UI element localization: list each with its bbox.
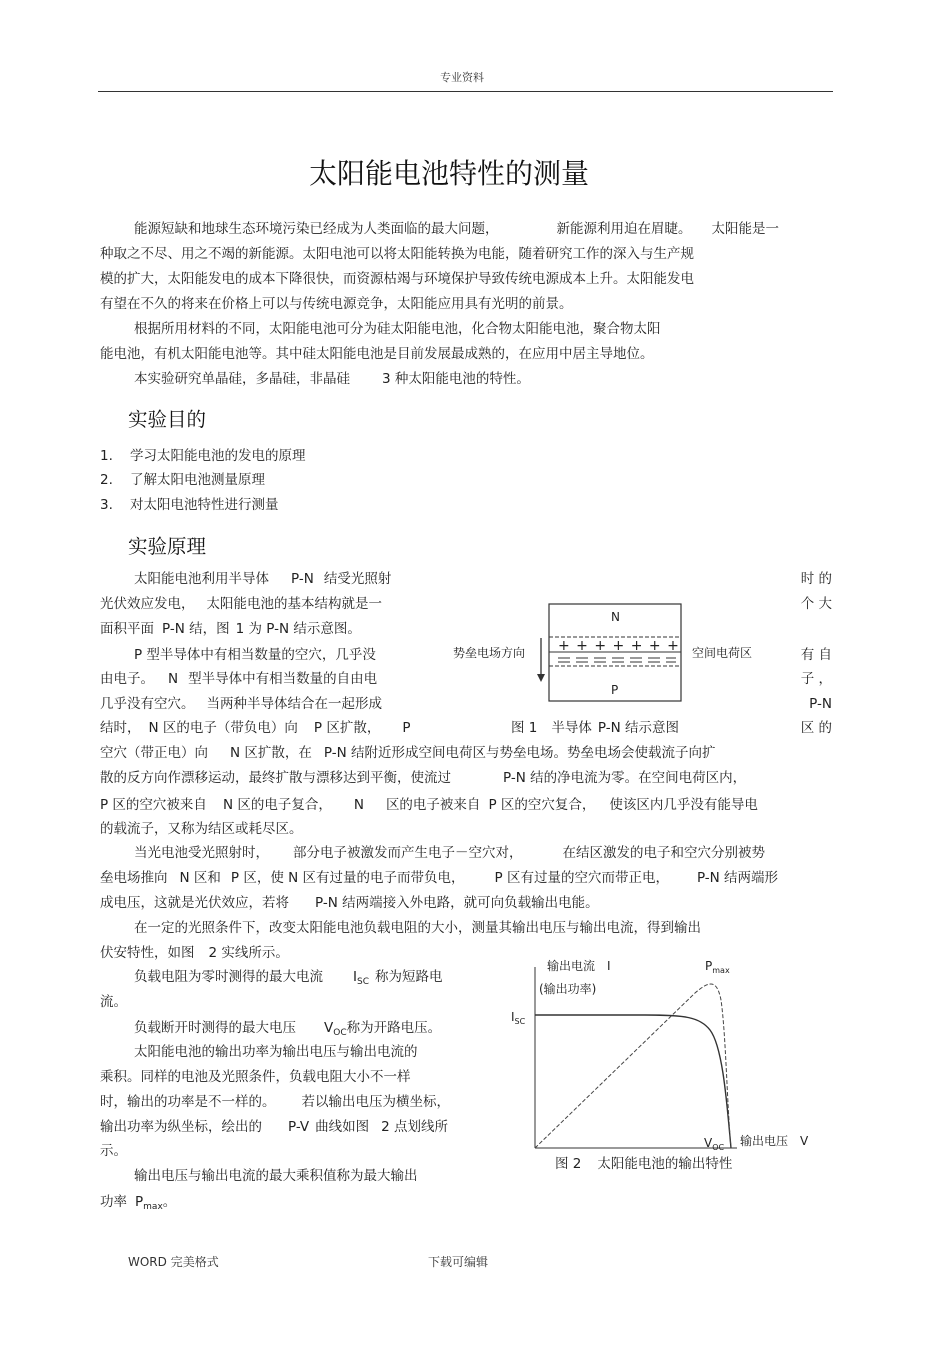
pmax-para-line-1: 输出电压与输出电流的最大乘积值称为最大输出 <box>134 1168 418 1184</box>
principle-line-15: 在一定的光照条件下，改变太阳能电池负载电阻的大小，测量其输出电压与输出电流，得到输出 <box>134 920 701 936</box>
negative-charges <box>558 658 676 662</box>
p-region-label: P <box>611 683 619 697</box>
principle-line-10: P 区的空穴被来自 N 区的电子复合， N 区的电子被来自 P 区的空穴复合， 使该区内几乎没有能导电 <box>100 797 758 813</box>
principle-line-14: 成电压，这就是光伏效应，若将 P-N 结两端接入外电路，就可向负载输出电能。 <box>100 895 599 911</box>
y-axis-label: 输出电流 I <box>547 959 611 973</box>
principle-line-5: 由电子。 N 型半导体中有相当数量的自由电 <box>100 671 378 687</box>
section-heading-principle: 实验原理 <box>128 535 207 558</box>
figure1-caption: 图 1 半导体 P-N 结示意图 <box>511 720 679 736</box>
intro-p2-line-2: 能电池，有机太阳能电池等。其中硅太阳能电池是目前发展最成熟的，在应用中居主导地位。 <box>100 346 654 362</box>
footer-right: 下载可编辑 <box>428 1255 489 1269</box>
pv-curve-dashed <box>535 984 731 1148</box>
footer-left: WORD 完美格式 <box>128 1255 219 1269</box>
power-para-line-5: 示。 <box>100 1143 127 1159</box>
figure-output-characteristic <box>505 955 815 1155</box>
iv-curve-solid <box>535 1015 731 1148</box>
list-item: 1. 学习太阳能电池的发电的原理 <box>100 448 306 464</box>
isc-label: $I_{SC}$ <box>511 1010 526 1026</box>
principle-line-9: 散的反方向作漂移运动，最终扩散与漂移达到平衡，使流过 P-N 结的净电流为零。在空间电荷区内， <box>100 770 747 786</box>
principle-line-1: 太阳能电池利用半导体 P-N 结受光照射 <box>134 571 392 587</box>
x-axis-label: 输出电压 V <box>740 1134 809 1148</box>
power-para-line-4: 输出功率为纵坐标，绘出的 P-V 曲线如图 2 点划线所 <box>100 1119 449 1135</box>
power-para-line-1: 太阳能电池的输出功率为输出电压与输出电流的 <box>134 1044 418 1060</box>
intro-line-3: 模的扩大，太阳能发电的成本下降很快，而资源枯竭与环境保护导致传统电源成本上升。太阳能发电 <box>100 271 694 287</box>
section-heading-purpose: 实验目的 <box>128 408 207 431</box>
right-col-fragment: 有 自 <box>800 647 832 663</box>
intro-line-1: 能源短缺和地球生态环境污染已经成为人类面临的最大问题， 新能源利用迫在眉睫。 太阳能是一 <box>134 221 779 237</box>
figure-pn-junction <box>448 600 768 705</box>
principle-line-3: 面积平面 P-N 结，图 1 为 P-N 结示意图。 <box>100 621 361 637</box>
principle-line-4: P 型半导体中有相当数量的空穴，几乎没 <box>134 647 376 663</box>
iv-curve-chart <box>505 955 815 1155</box>
positive-charges: + + + + + + + <box>558 638 680 654</box>
power-para-line-3: 时，输出的功率是不一样的。 若以输出电压为横坐标， <box>100 1094 450 1110</box>
page-header: 专业资料 <box>440 71 484 84</box>
field-arrow-head <box>537 674 545 682</box>
principle-line-7: 结时， N 区的电子（带负电）向 P 区扩散， P <box>100 720 411 736</box>
isc-para-line-2: 流。 <box>100 994 127 1010</box>
y-axis-label-power: (输出功率) <box>539 982 597 996</box>
page-title: 太阳能电池特性的测量 <box>308 157 589 190</box>
pmax-label: $P_{max}$ <box>705 959 730 975</box>
right-col-fragment: 区 的 <box>800 720 832 736</box>
figure2-caption: 图 2 太阳能电池的输出特性 <box>555 1156 733 1172</box>
intro-line-2: 种取之不尽、用之不竭的新能源。太阳电池可以将太阳能转换为电能，随着研究工作的深入与生产规 <box>100 246 694 262</box>
intro-p3: 本实验研究单晶硅，多晶硅，非晶硅 3 种太阳能电池的特性。 <box>134 371 530 387</box>
principle-line-2: 光伏效应发电， 太阳能电池的基本结构就是一 <box>100 596 382 612</box>
principle-line-11: 的载流子，又称为结区或耗尽区。 <box>100 821 303 837</box>
power-para-line-2: 乘积。同样的电池及光照条件，负载电阻大小不一样 <box>100 1069 411 1085</box>
principle-line-8: 空穴（带正电）向 N 区扩散，在 P-N 结附近形成空间电荷区与势垒电场。势垒电场会使载流子向扩 <box>100 745 716 761</box>
right-col-fragment: 时 的 <box>800 571 832 587</box>
right-col-fragment: 子 ， <box>800 671 832 687</box>
list-item: 2. 了解太阳电池测量原理 <box>100 472 265 488</box>
isc-para-line-1: 负载电阻为零时测得的最大电流 $I_{SC}$ 称为短路电 <box>134 969 443 987</box>
principle-line-6: 几乎没有空穴。 当两种半导体结合在一起形成 <box>100 696 382 712</box>
intro-p2-line-1: 根据所用材料的不同，太阳能电池可分为硅太阳能电池，化合物太阳能电池，聚合物太阳 <box>134 321 661 337</box>
principle-line-13: 垒电场推向 N 区和 P 区，使 N 区有过量的电子而带负电， P 区有过量的空穴而带正电， P-N 结两端形 <box>100 870 779 886</box>
principle-line-16: 伏安特性，如图 2 实线所示。 <box>100 945 289 961</box>
right-col-fragment: P-N <box>809 696 832 712</box>
voc-label: $V_{OC}$ <box>704 1136 725 1152</box>
list-item: 3. 对太阳电池特性进行测量 <box>100 497 279 513</box>
principle-line-12: 当光电池受光照射时， 部分电子被激发而产生电子－空穴对， 在结区激发的电子和空穴分别被势 <box>134 845 765 861</box>
pn-junction-diagram <box>448 600 768 705</box>
voc-para: 负载断开时测得的最大电压 $V_{OC}$称为开路电压。 <box>134 1020 442 1038</box>
field-direction-label: 势垒电场方向 <box>453 646 526 660</box>
space-charge-label: 空间电荷区 <box>692 646 753 660</box>
n-region-label: N <box>611 610 620 624</box>
header-rule <box>98 91 833 92</box>
intro-line-4: 有望在不久的将来在价格上可以与传统电源竞争，太阳能应用具有光明的前景。 <box>100 296 573 312</box>
right-col-fragment: 个 大 <box>800 596 832 612</box>
pmax-para-line-2: 功率 $P_{max}$。 <box>100 1194 177 1212</box>
